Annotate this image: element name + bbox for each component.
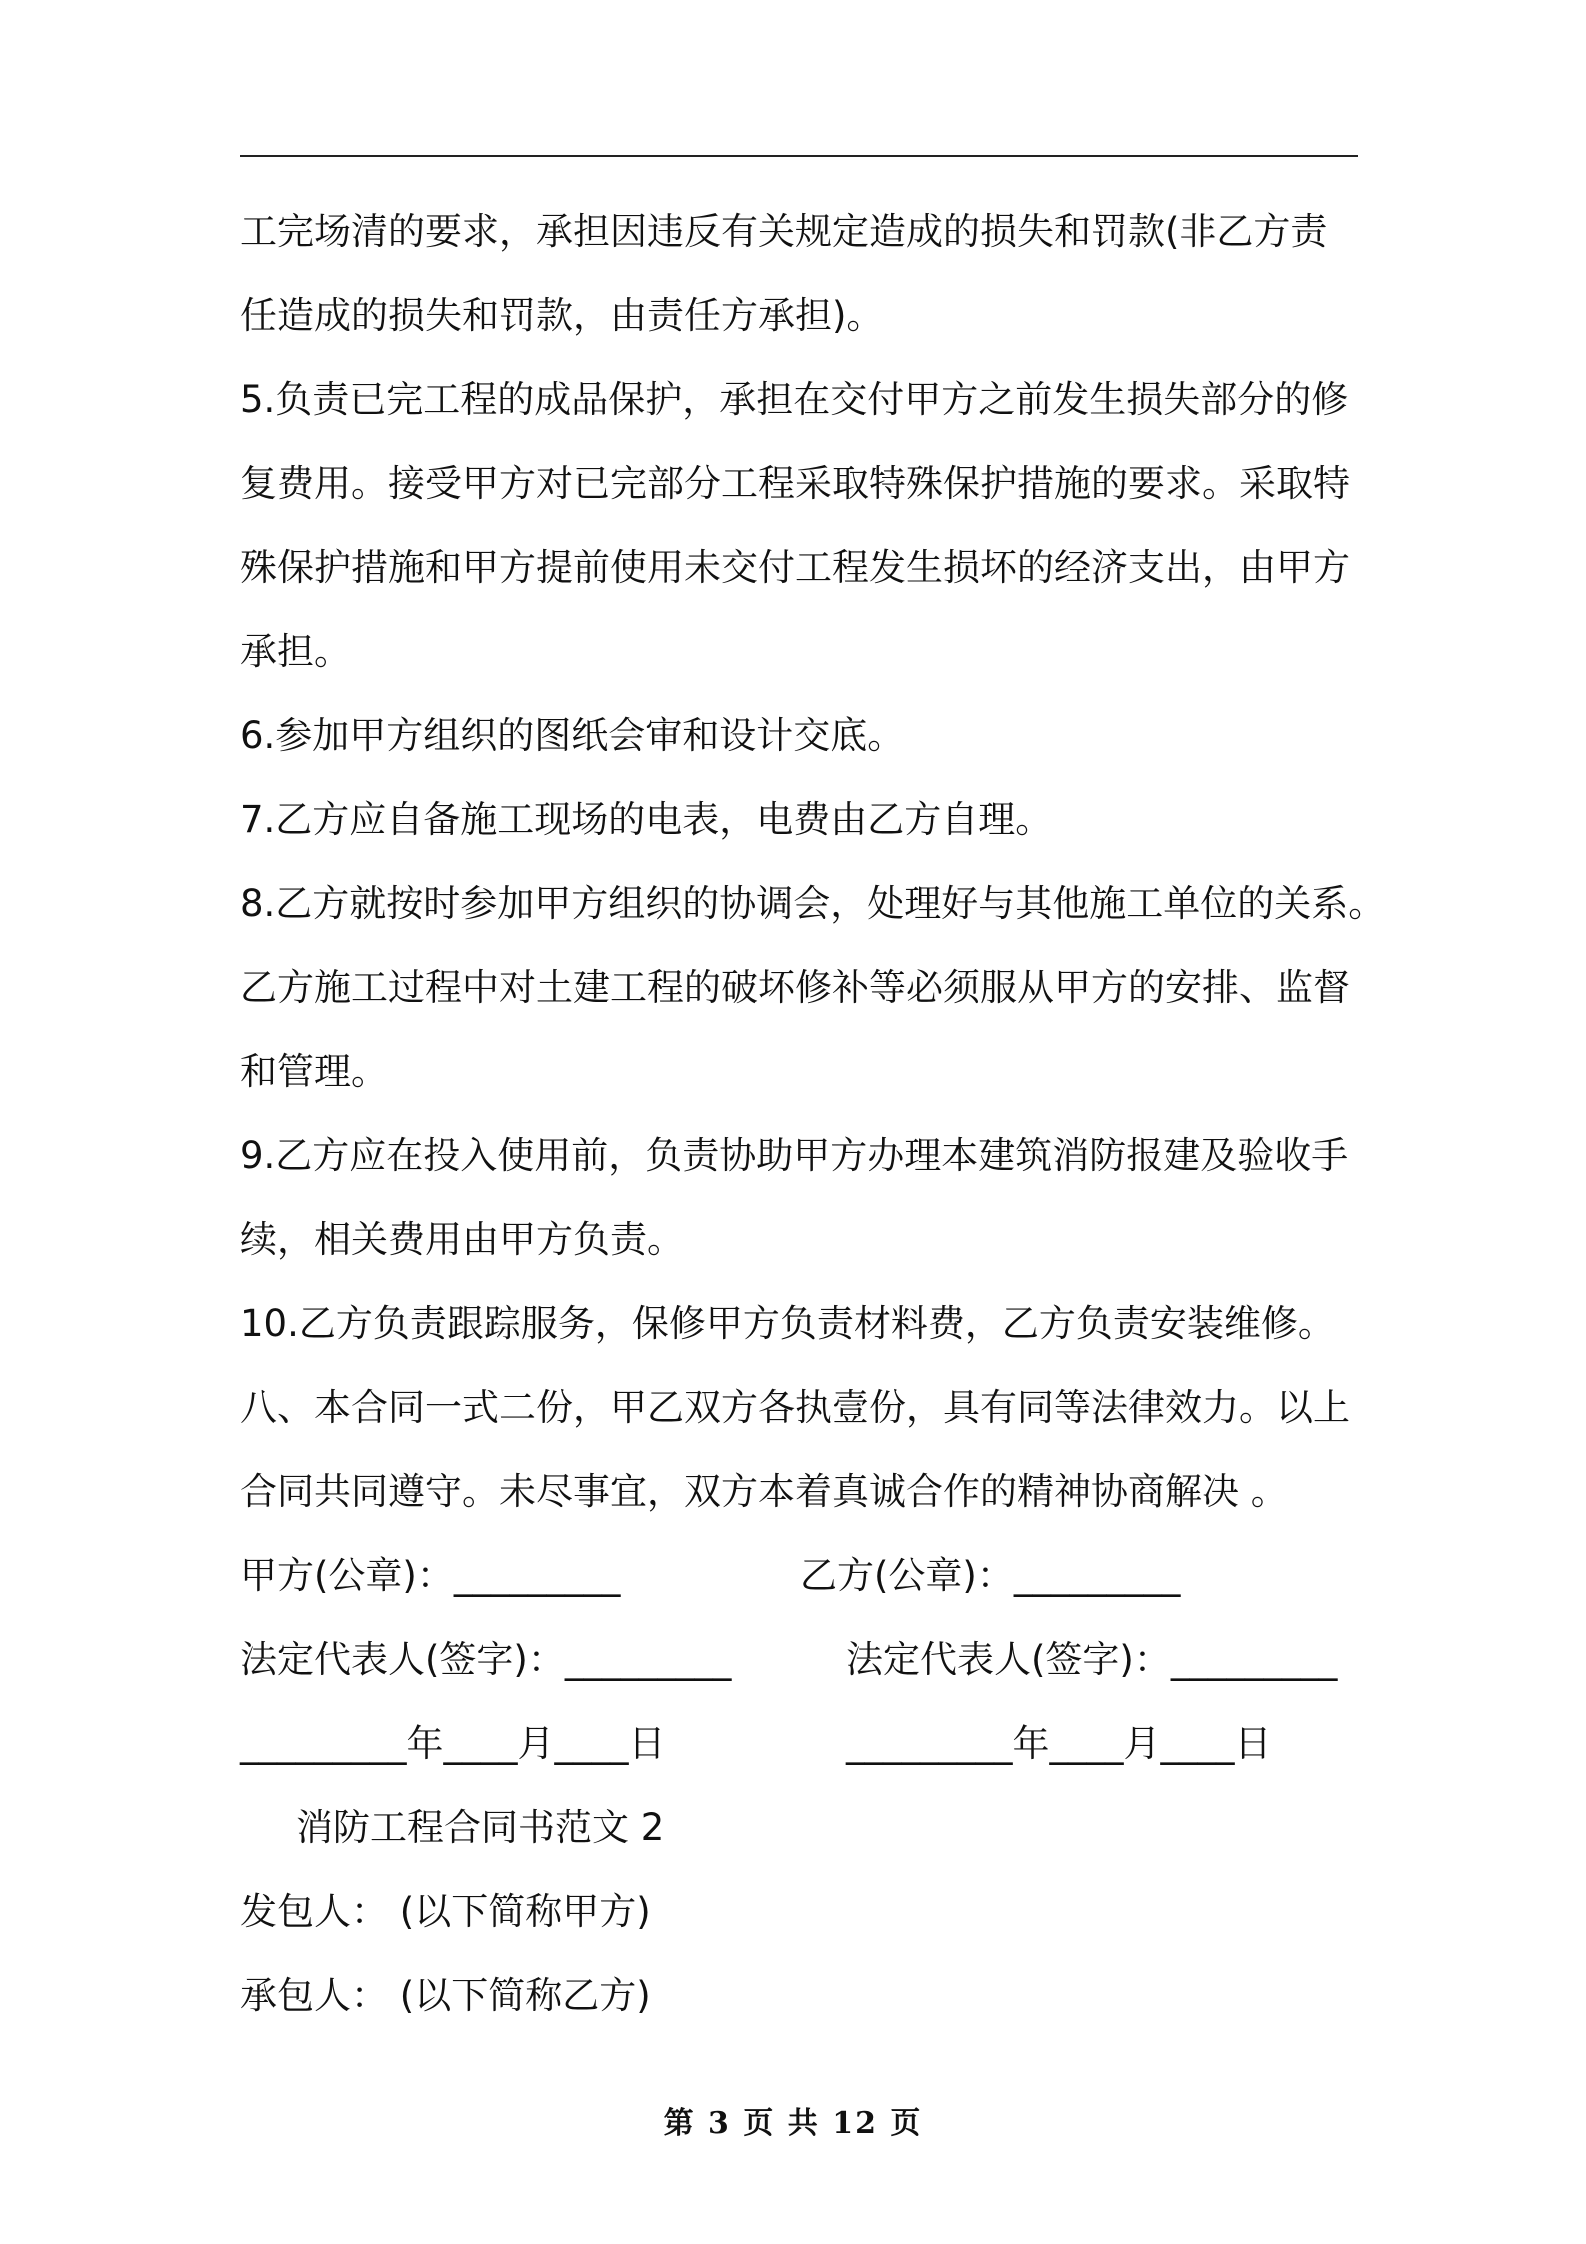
body-line: 续，相关费用由甲方负责。 <box>240 1218 684 1261</box>
document-body <box>240 190 1386 2038</box>
body-line: 7.乙方应自备施工现场的电表，电费由乙方自理。 <box>240 798 1053 841</box>
employer-line: 发包人： (以下简称甲方) <box>240 1890 651 1933</box>
party-b-date: _________年____月____日 <box>846 1722 1272 1765</box>
contractor-line: 承包人： (以下简称乙方) <box>240 1974 651 2017</box>
signature-row-date <box>240 1702 1370 1786</box>
signature-row-seal <box>240 1534 1370 1618</box>
body-line: 工完场清的要求，承担因违反有关规定造成的损失和罚款(非乙方责 <box>240 210 1328 253</box>
body-line: 合同共同遵守。未尽事宜，双方本着真诚合作的精神协商解决 。 <box>240 1470 1288 1513</box>
body-line: 5.负责已完工程的成品保护，承担在交付甲方之前发生损失部分的修 <box>240 378 1349 421</box>
body-line: 8.乙方就按时参加甲方组织的协调会，处理好与其他施工单位的关系。 <box>240 882 1386 925</box>
body-line: 乙方施工过程中对土建工程的破坏修补等必须服从甲方的安排、监督 <box>240 966 1350 1009</box>
page-number: 第 3 页 共 12 页 <box>663 2106 923 2141</box>
body-line: 和管理。 <box>240 1050 388 1093</box>
party-b-seal: 乙方(公章)：_________ <box>800 1554 1181 1597</box>
body-line: 八、本合同一式二份，甲乙双方各执壹份，具有同等法律效力。以上 <box>240 1386 1350 1429</box>
section-title: 消防工程合同书范文 2 <box>296 1806 665 1849</box>
party-a-date: _________年____月____日 <box>240 1722 666 1765</box>
party-a-seal: 甲方(公章)：_________ <box>240 1554 621 1597</box>
party-b-representative: 法定代表人(签字)：_________ <box>846 1638 1338 1681</box>
signature-row-representative <box>240 1618 1370 1702</box>
party-a-representative: 法定代表人(签字)：_________ <box>240 1638 732 1681</box>
body-line: 6.参加甲方组织的图纸会审和设计交底。 <box>240 714 905 757</box>
body-line: 任造成的损失和罚款，由责任方承担)。 <box>240 294 884 337</box>
header-rule <box>240 155 1358 157</box>
body-line: 9.乙方应在投入使用前，负责协助甲方办理本建筑消防报建及验收手 <box>240 1134 1349 1177</box>
body-line: 10.乙方负责跟踪服务，保修甲方负责材料费，乙方负责安装维修。 <box>240 1302 1335 1345</box>
body-line: 殊保护措施和甲方提前使用未交付工程发生损坏的经济支出，由甲方 <box>240 546 1350 589</box>
body-line: 复费用。接受甲方对已完部分工程采取特殊保护措施的要求。采取特 <box>240 462 1350 505</box>
body-line: 承担。 <box>240 630 351 673</box>
